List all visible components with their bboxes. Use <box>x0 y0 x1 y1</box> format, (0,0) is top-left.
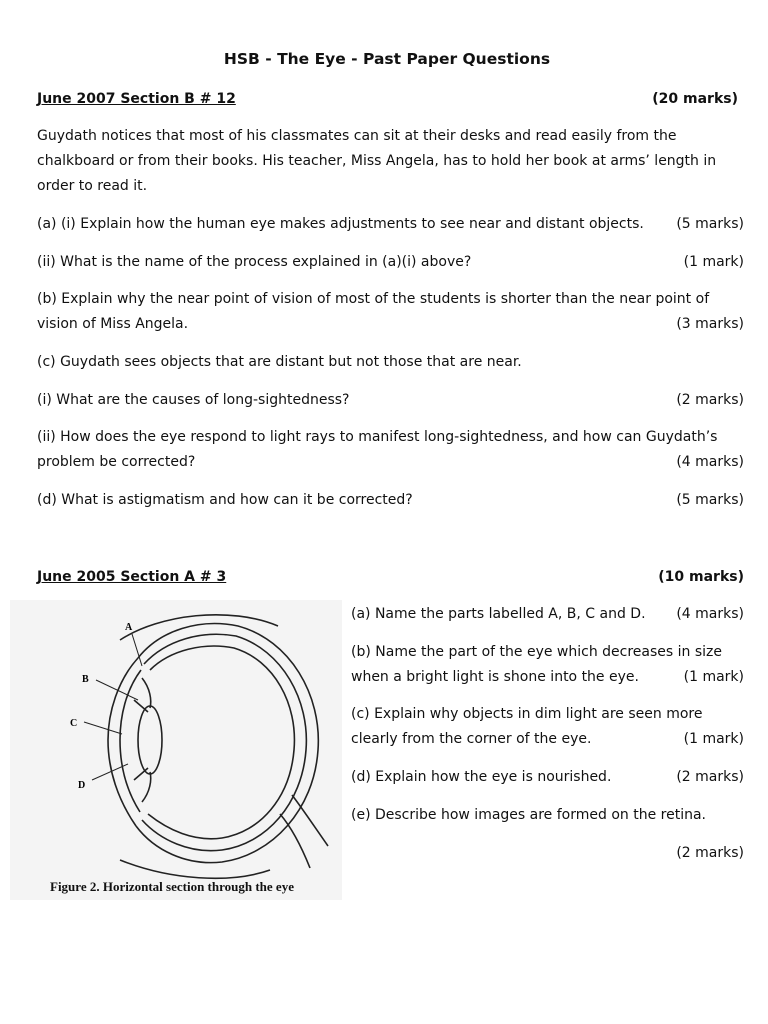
label-c: C <box>70 718 78 729</box>
figure-caption: Figure 2. Horizontal section through the eye <box>50 879 294 894</box>
question-a-ii: (ii) What is the name of the process explained in (a)(i) above? <box>37 254 472 270</box>
intro-line: order to read it. <box>37 178 148 194</box>
question-a-i: (a) (i) Explain how the human eye makes adjustments to see near and distant objects. <box>37 216 644 232</box>
question-a-i-marks: (5 marks) <box>676 216 744 232</box>
section2-marks: (10 marks) <box>658 569 744 585</box>
intro-line: chalkboard or from their books. His teacher, Miss Angela, has to hold her book at arms’ length in <box>37 153 717 169</box>
question2-a: (a) Name the parts labelled A, B, C and D. <box>351 606 646 622</box>
question-c-ii-marks: (4 marks) <box>676 454 744 470</box>
section1-marks: (20 marks) <box>652 91 738 107</box>
label-d: D <box>78 780 86 791</box>
question2-c-line1: (c) Explain why objects in dim light are seen more <box>351 706 703 722</box>
question-b-line2: vision of Miss Angela. <box>37 316 189 332</box>
section2-heading: June 2005 Section A # 3 <box>37 569 227 585</box>
label-a: A <box>125 622 133 633</box>
question-a-ii-marks: (1 mark) <box>683 254 744 270</box>
question-c: (c) Guydath sees objects that are distant but not those that are near. <box>37 354 522 370</box>
question-c-ii-line2: problem be corrected? <box>37 454 196 470</box>
question2-d: (d) Explain how the eye is nourished. <box>351 769 612 785</box>
question-d: (d) What is astigmatism and how can it be corrected? <box>37 492 413 508</box>
question2-e-marks: (2 marks) <box>676 845 744 861</box>
question2-b-line2: when a bright light is shone into the eye. <box>351 669 639 685</box>
question-b-marks: (3 marks) <box>676 316 744 332</box>
question2-c-line2: clearly from the corner of the eye. <box>351 731 592 747</box>
question-d-marks: (5 marks) <box>676 492 744 508</box>
question-c-ii-line1: (ii) How does the eye respond to light rays to manifest long-sightedness, and how can Guydath’s <box>37 429 718 445</box>
question2-c-marks: (1 mark) <box>683 731 744 747</box>
page-title: HSB - The Eye - Past Paper Questions <box>223 50 551 68</box>
question-b-line1: (b) Explain why the near point of vision of most of the students is shorter than the near point of <box>37 291 710 307</box>
question2-a-marks: (4 marks) <box>676 606 744 622</box>
question2-d-marks: (2 marks) <box>676 769 744 785</box>
question2-e: (e) Describe how images are formed on the retina. <box>351 807 706 823</box>
eye-diagram <box>10 600 342 900</box>
intro-line: Guydath notices that most of his classmates can sit at their desks and read easily from the <box>37 128 677 144</box>
section1-heading: June 2007 Section B # 12 <box>37 91 236 107</box>
question2-b-marks: (1 mark) <box>683 669 744 685</box>
question-c-i-marks: (2 marks) <box>676 392 744 408</box>
label-b: B <box>82 674 89 685</box>
question2-b-line1: (b) Name the part of the eye which decreases in size <box>351 644 723 660</box>
question-c-i: (i) What are the causes of long-sightedness? <box>37 392 350 408</box>
